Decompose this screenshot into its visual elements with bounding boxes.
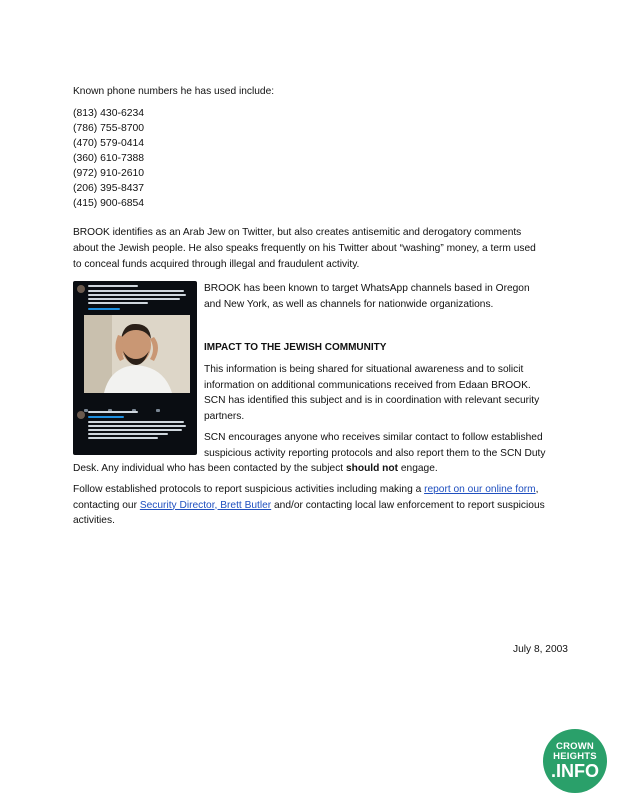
tweet-reply-line <box>88 416 124 418</box>
phone-number: (360) 610-7388 <box>73 153 145 164</box>
tweet-header-line <box>88 411 138 413</box>
tweet-text-line <box>88 433 168 435</box>
phone-number: (813) 430-6234 <box>73 108 145 119</box>
document-date: July 8, 2003 <box>513 644 568 655</box>
tweet-action-icons <box>84 399 180 402</box>
phone-number: (972) 910-2610 <box>73 168 145 179</box>
phone-number: (206) 395-8437 <box>73 183 145 194</box>
follow-text-1: Follow established protocols to report suspicious activities including making a <box>73 484 425 495</box>
desk-line-emphasis: should not <box>345 463 399 474</box>
security-director-link[interactable]: Security Director, Brett Butler <box>139 499 272 511</box>
tweet-photo <box>84 315 190 393</box>
tweet-screenshot-image <box>73 281 197 455</box>
tweet-hashtag-line <box>88 308 120 310</box>
tweet-header-line <box>88 285 138 287</box>
person-photo-icon <box>84 315 190 393</box>
logo-line-1: CROWN <box>556 741 594 752</box>
tweet-text-line <box>88 298 180 300</box>
tweet-text-line <box>88 425 186 427</box>
online-form-link[interactable]: report on our online form <box>424 484 536 495</box>
tweet-text-line <box>88 290 184 292</box>
desk-line-text: Desk. Any individual who has been contacted by the subject <box>73 463 346 474</box>
scn-paragraph: SCN encourages anyone who receives similar contact to follow established suspicious activity reporting protocols and also report them to the SCN Duty <box>204 432 546 459</box>
intro-text: Known phone numbers he has used include: <box>73 86 275 97</box>
logo-line-3: .INFO <box>551 761 599 781</box>
info-paragraph: This information is being shared for situational awareness and to solicit information on additional communications received from Edaan BROOK. SCN has identified this subject and is in coordination with relevant security partners. <box>204 364 540 422</box>
crown-heights-logo <box>543 729 607 793</box>
tweet-text-line <box>88 302 148 304</box>
tweet-text-line <box>88 437 158 439</box>
follow-text-3: and/or contacting local law enforcement to report suspicious activities. <box>73 499 545 526</box>
desk-line-end: engage. <box>398 463 438 474</box>
tweet-text-line <box>88 421 184 423</box>
phone-number: (415) 900-6854 <box>73 198 145 209</box>
target-paragraph: BROOK has been known to target WhatsApp channels based in Oregon and New York, as well as channels for nationwide organizations. <box>204 283 530 310</box>
phone-number: (470) 579-0414 <box>73 138 145 149</box>
follow-paragraph <box>73 482 553 529</box>
phone-list <box>73 106 144 211</box>
tweet-avatar <box>77 411 85 419</box>
tweet-action-icons <box>84 445 180 448</box>
brook-paragraph: BROOK identifies as an Arab Jew on Twitter, but also creates antisemitic and derogatory comments about the Jewish people. He also speaks frequently on his Twitter about “washing” money, a term used to conceal funds acquired through illegal and fraudulent activity. <box>73 227 536 270</box>
tweet-text-line <box>88 429 182 431</box>
tweet-avatar <box>77 285 85 293</box>
impact-heading: IMPACT TO THE JEWISH COMMUNITY <box>204 342 387 353</box>
desk-line <box>73 461 553 476</box>
tweet-text-line <box>88 294 186 296</box>
phone-number: (786) 755-8700 <box>73 123 145 134</box>
logo-line-2: HEIGHTS <box>553 751 597 762</box>
follow-text-2: , contacting our <box>73 484 539 511</box>
